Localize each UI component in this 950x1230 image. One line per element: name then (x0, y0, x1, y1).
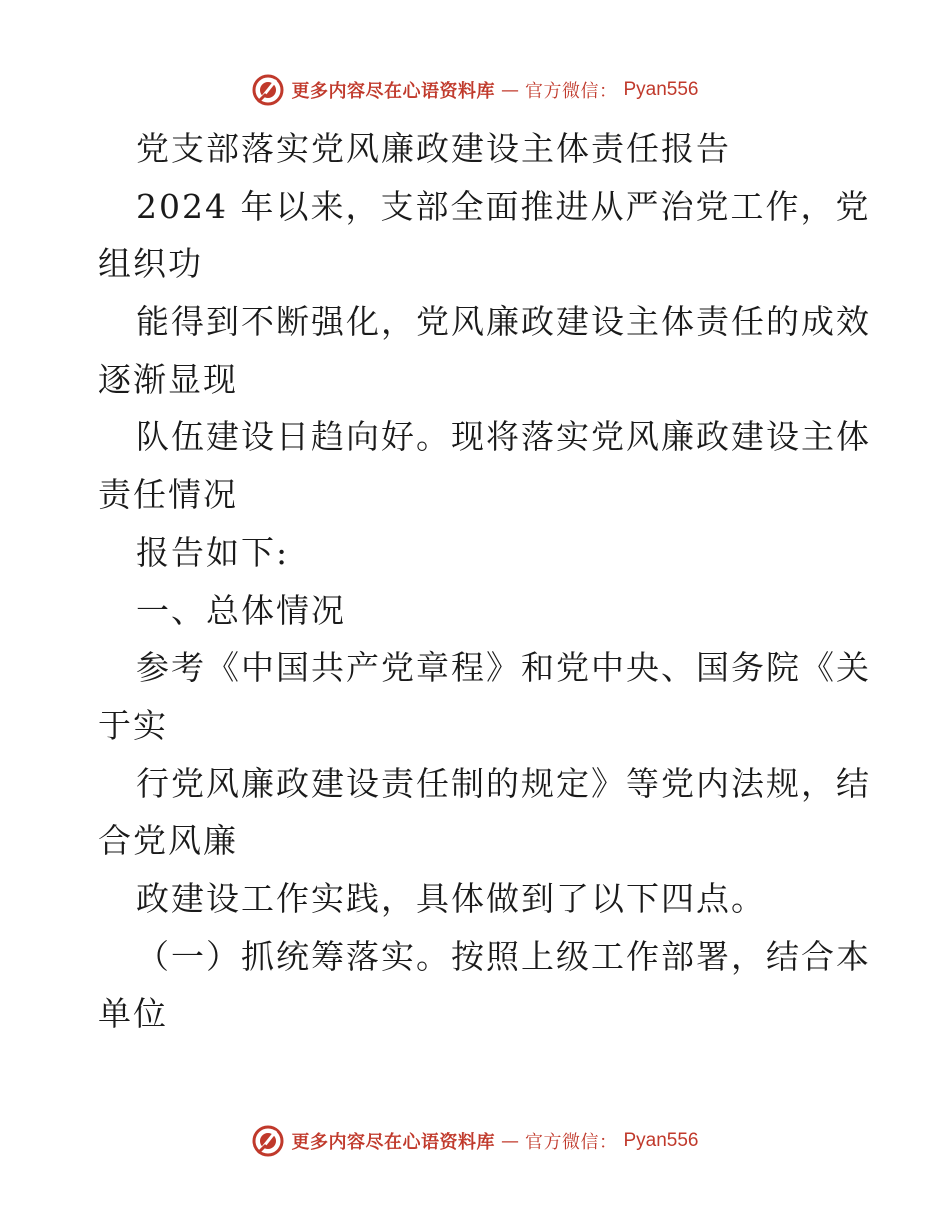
pen-seal-logo-icon (251, 1124, 285, 1158)
footer-wechat-id: Pyan556 (623, 1130, 699, 1151)
header-wechat-label: 官方微信： (524, 81, 618, 102)
header-slogan: 更多内容尽在心语资料库 (291, 81, 495, 102)
text-line: 队伍建设日趋向好。现将落实党风廉政建设主体 (136, 417, 871, 457)
document-body (98, 120, 871, 1043)
text-line: 行党风廉政建设责任制的规定》等党内法规，结 (136, 763, 871, 803)
footer-banner (0, 1121, 950, 1161)
text-line: 单位 (98, 994, 168, 1034)
header-wechat-id: Pyan556 (623, 79, 699, 100)
footer-slogan: 更多内容尽在心语资料库 (291, 1132, 495, 1153)
text-line: 于实 (98, 705, 168, 745)
text-line: 报告如下: (136, 532, 290, 572)
text-line: 组织功 (98, 244, 203, 284)
text-line: 政建设工作实践，具体做到了以下四点。 (136, 878, 766, 918)
header-banner (0, 70, 950, 110)
text-line: 一、总体情况 (136, 590, 346, 630)
text-line: 党支部落实党风廉政建设主体责任报告 (136, 129, 731, 168)
text-line: 参考《中国共产党章程》和党中央、国务院《关 (136, 648, 871, 688)
footer-wechat-label: 官方微信： (524, 1132, 618, 1153)
text-line: （一）抓统筹落实。按照上级工作部署，结合本 (136, 936, 871, 976)
footer-dash: — (500, 1130, 519, 1152)
text-line: 合党风廉 (98, 821, 238, 861)
text-line: 2024 年以来，支部全面推进从严治党工作，党 (136, 186, 871, 226)
text-line: 逐渐显现 (98, 359, 238, 399)
pen-seal-logo-icon (251, 73, 285, 107)
header-dash: — (500, 79, 519, 101)
text-line: 责任情况 (98, 475, 238, 515)
text-line: 能得到不断强化，党风廉政建设主体责任的成效 (136, 302, 871, 342)
